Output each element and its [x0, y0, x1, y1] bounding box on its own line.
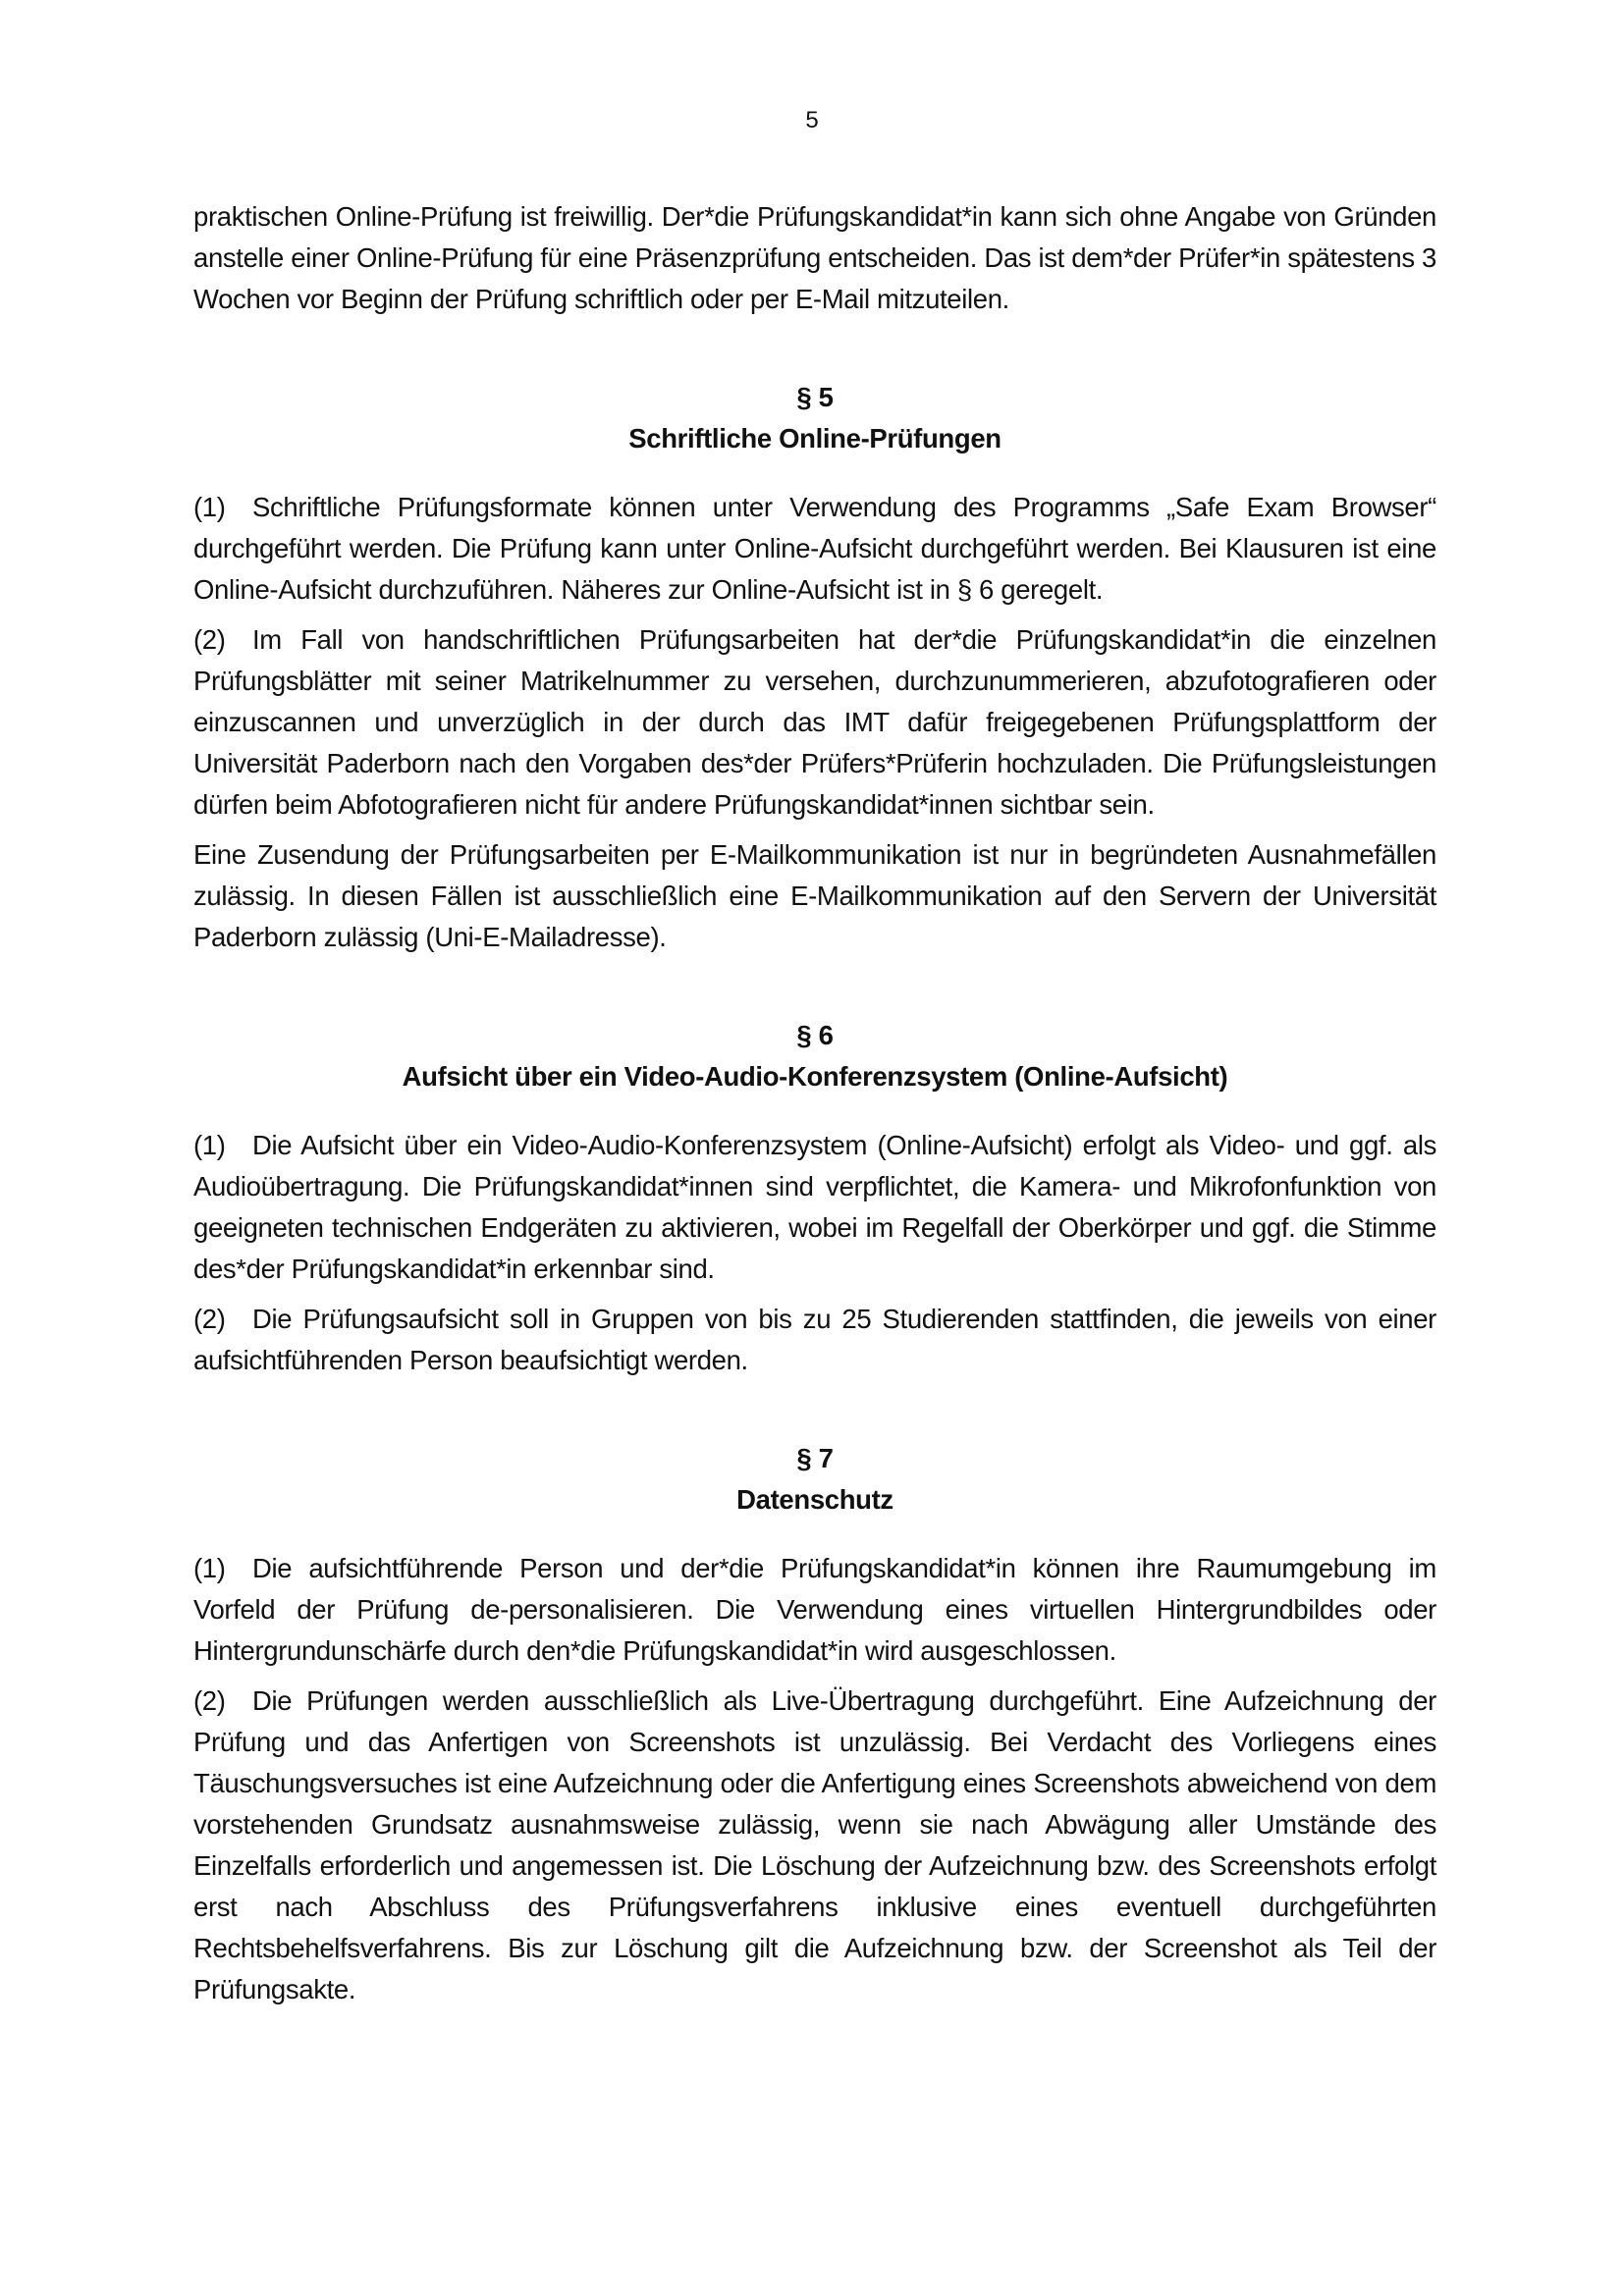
section-number: § 7 — [796, 1443, 834, 1473]
paragraph — [193, 834, 1436, 958]
document-body — [193, 196, 1436, 2010]
paragraph-number: (1) — [193, 1553, 226, 1583]
section-heading — [193, 377, 1436, 459]
paragraph-number: (1) — [193, 1130, 226, 1160]
section-heading — [193, 1438, 1436, 1521]
paragraph-text: Im Fall von handschriftlichen Prüfungsarbeiten hat der*die Prüfungskandidat*in die einzelnen Prüfungsblätter mit seiner Matrikelnummer zu versehen, durchzunummerieren, abzufotografieren oder einzuscannen und unverzüglich in der durch das IMT dafür freigegebenen Prüfungsplattform der Universität Paderborn nach den Vorgaben des*der Prüfers*Prüferin hochzuladen. Die Prüfungsleistungen dürfen beim Abfotografieren nicht für andere Prüfungskandidat*innen sichtbar sein. — [193, 624, 1436, 820]
section-number: § 6 — [796, 1020, 834, 1050]
paragraph-number: (2) — [193, 1304, 226, 1334]
paragraph-text: Die Prüfungen werden ausschließlich als Live-Übertragung durchgeführt. Eine Aufzeichnung der Prüfung und das Anfertigen von Screenshots ist unzulässig. Bei Verdacht des Vorliegens eines Täuschungsversuches ist eine Aufzeichnung oder die Anfertigung eines Screenshots abweichend von dem vorstehenden Grundsatz ausnahmsweise zulässig, wenn sie nach Abwägung aller Umstände des Einzelfalls erforderlich und angemessen ist. Die Löschung der Aufzeichnung bzw. des Screenshots erfolgt erst nach Abschluss des Prüfungsverfahrens inklusive eines eventuell durchgeführten Rechtsbehelfsverfahrens. Bis zur Löschung gilt die Aufzeichnung bzw. der Screenshot als Teil der Prüfungsakte. — [193, 1685, 1436, 2004]
paragraph-number: (2) — [193, 624, 226, 655]
section-title: Aufsicht über ein Video-Audio-Konferenzsystem (Online-Aufsicht) — [402, 1061, 1228, 1092]
page-number: 5 — [805, 107, 819, 133]
paragraph-text: Die Prüfungsaufsicht soll in Gruppen von bis zu 25 Studierenden stattfinden, die jeweils von einer aufsichtführenden Person beaufsichtigt werden. — [193, 1304, 1436, 1375]
section-title: Datenschutz — [736, 1484, 893, 1515]
paragraph-text: Die aufsichtführende Person und der*die Prüfungskandidat*in können ihre Raumumgebung im Vorfeld der Prüfung de-personalisieren. Die Verwendung eines virtuellen Hintergrundbildes oder Hintergrundunschärfe durch den*die Prüfungskandidat*in wird ausgeschlossen. — [193, 1553, 1436, 1666]
paragraph-text: Die Aufsicht über ein Video-Audio-Konferenzsystem (Online-Aufsicht) erfolgt als Video- und ggf. als Audioübertragung. Die Prüfungskandidat*innen sind verpflichtet, die Kamera- und Mikrofonfunktion von geeigneten technischen Endgeräten zu aktivieren, wobei im Regelfall der Oberkörper und ggf. die Stimme des*der Prüfungskandidat*in erkennbar sind. — [193, 1130, 1436, 1284]
paragraph — [193, 1299, 1436, 1381]
section-title: Schriftliche Online-Prüfungen — [628, 423, 1001, 454]
paragraph — [193, 1681, 1436, 2010]
paragraph-text: Schriftliche Prüfungsformate können unter Verwendung des Programms „Safe Exam Browser“ durchgeführt werden. Die Prüfung kann unter Online-Aufsicht durchgeführt werden. Bei Klausuren ist eine Online-Aufsicht durchzuführen. Näheres zur Online-Aufsicht ist in § 6 geregelt. — [193, 492, 1436, 605]
paragraph — [193, 1125, 1436, 1290]
section-number: § 5 — [796, 382, 834, 412]
paragraph — [193, 487, 1436, 611]
section-heading — [193, 1015, 1436, 1097]
paragraph-text: Eine Zusendung der Prüfungsarbeiten per E-Mailkommunikation ist nur in begründeten Ausnahmefällen zulässig. In diesen Fällen ist ausschließlich eine E-Mailkommunikation auf den Servern der Universität Paderborn zulässig (Uni-E-Mailadresse). — [193, 839, 1436, 952]
paragraph-number: (1) — [193, 492, 226, 522]
paragraph — [193, 619, 1436, 826]
paragraph-number: (2) — [193, 1685, 226, 1716]
intro-paragraph: praktischen Online-Prüfung ist freiwillig. Der*die Prüfungskandidat*in kann sich ohne Angabe von Gründen anstelle einer Online-Prüfung für eine Präsenzprüfung entscheiden. Das ist dem*der Prüfer*in spätestens 3 Wochen vor Beginn der Prüfung schriftlich oder per E-Mail mitzuteilen. — [193, 201, 1436, 314]
paragraph — [193, 1548, 1436, 1672]
